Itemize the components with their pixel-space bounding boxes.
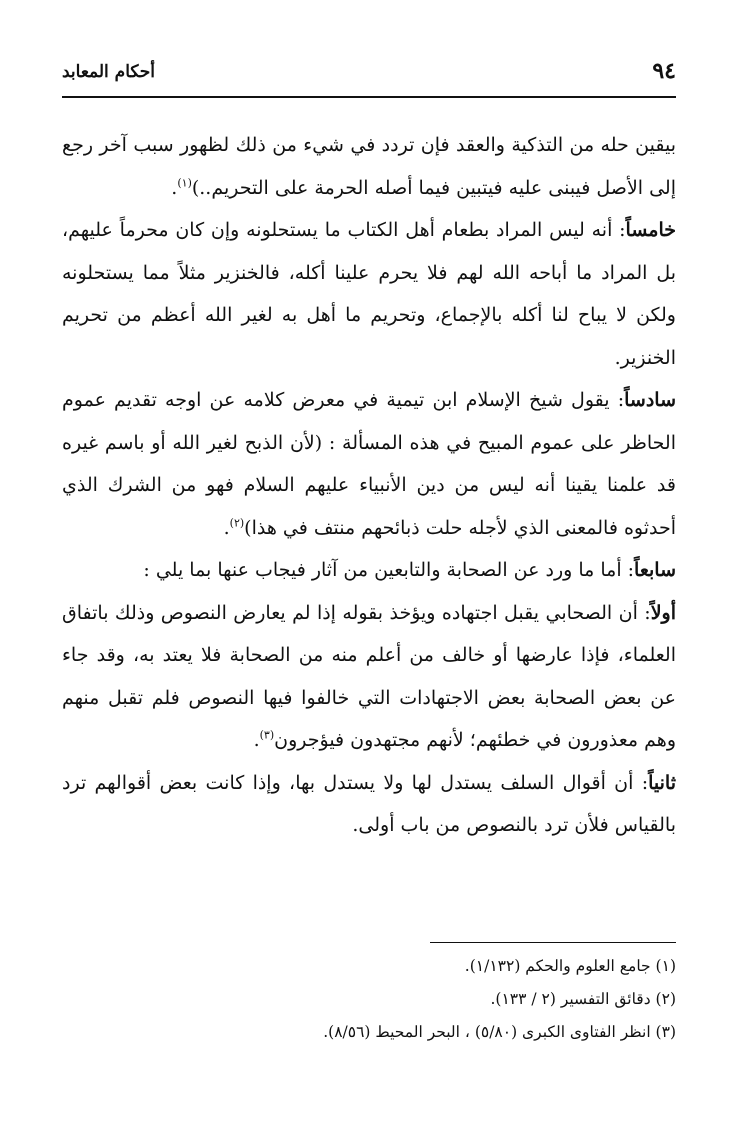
paragraph-lead: خامساً — [625, 219, 676, 241]
paragraph-lead: ثانياً — [648, 771, 676, 794]
paragraph: ثانياً: أن أقوال السلف يستدل لها ولا يستدل بها، وإذا كانت بعض أقوالهم ترد بالقياس فلأن ترد بالنصوص من باب أولى. — [62, 771, 676, 836]
paragraph-lead: سادساً — [624, 389, 676, 411]
footnote: (٢) دقائق التفسير (٢ / ١٣٣). — [490, 990, 676, 1008]
paragraph-lead: أولاً — [650, 601, 676, 624]
footnotes — [62, 950, 676, 1049]
footnote-rule — [430, 942, 676, 943]
page-body — [62, 124, 676, 847]
running-title: أحكام المعابد — [62, 62, 156, 82]
paragraph: بيقين حله من التذكية والعقد فإن تردد في شيء من ذلك لظهور سبب آخر رجع إلى الأصل فيبنى عليه فيتبين فيما أصله الحرمة على التحريم..)$^{(١)}$. — [62, 134, 676, 199]
page-number: ٩٤ — [652, 58, 676, 84]
header-rule — [62, 96, 676, 98]
paragraph: خامساً: أنه ليس المراد بطعام أهل الكتاب ما يستحلونه وإن كان محرماً عليهم، بل المراد ما أباحه الله لهم فلا يحرم علينا أكله، فالخنزير مثلاً مما يستحلونه ولكن لا يباح لنا أكله بالإجماع، وتحريم ما أهل به لغير الله أعظم من تحريم الخنزير. — [62, 219, 676, 369]
footnote-ref: (٢) — [229, 516, 245, 530]
paragraph: سابعاً: أما ما ورد عن الصحابة والتابعين من آثار فيجاب عنها بما يلي : — [143, 559, 676, 581]
paragraph: أولاً: أن الصحابي يقبل اجتهاده ويؤخذ بقوله إذا لم يعارض النصوص وذلك باتفاق العلماء، فإذا عارضها أو خالف من أعلم منه من الصحابة فلا يعتد به، وقد جاء عن بعض الصحابة بعض الاجتهادات التي خالفوا فيها النصوص فلم تقبل منهم وهم معذورون في خطئهم؛ لأنهم مجتهدون فيؤجرون$^{(٣)}$. — [62, 601, 676, 751]
footnote: (١) جامع العلوم والحكم (١/١٣٢). — [464, 957, 676, 975]
page-header — [62, 58, 676, 94]
footnote: (٣) انظر الفتاوى الكبرى (٥/٨٠) ، البحر المحيط (٨/٥٦). — [323, 1023, 676, 1041]
paragraph: سادساً: يقول شيخ الإسلام ابن تيمية في معرض كلامه عن اوجه تقديم عموم الحاظر على عموم المبيح في هذه المسألة : (لأن الذبح لغير الله أو باسم غيره قد علمنا يقينا أنه ليس من دين الأنبياء عليهم السلام فهو من الشرك الذي أحدثوه فالمعنى الذي لأجله حلت ذبائحهم منتف في هذا)$^{(٢)}$. — [62, 389, 676, 539]
paragraph-lead: سابعاً — [634, 559, 676, 581]
footnote-ref: (١) — [177, 176, 192, 190]
footnote-ref: (٣) — [259, 728, 275, 742]
